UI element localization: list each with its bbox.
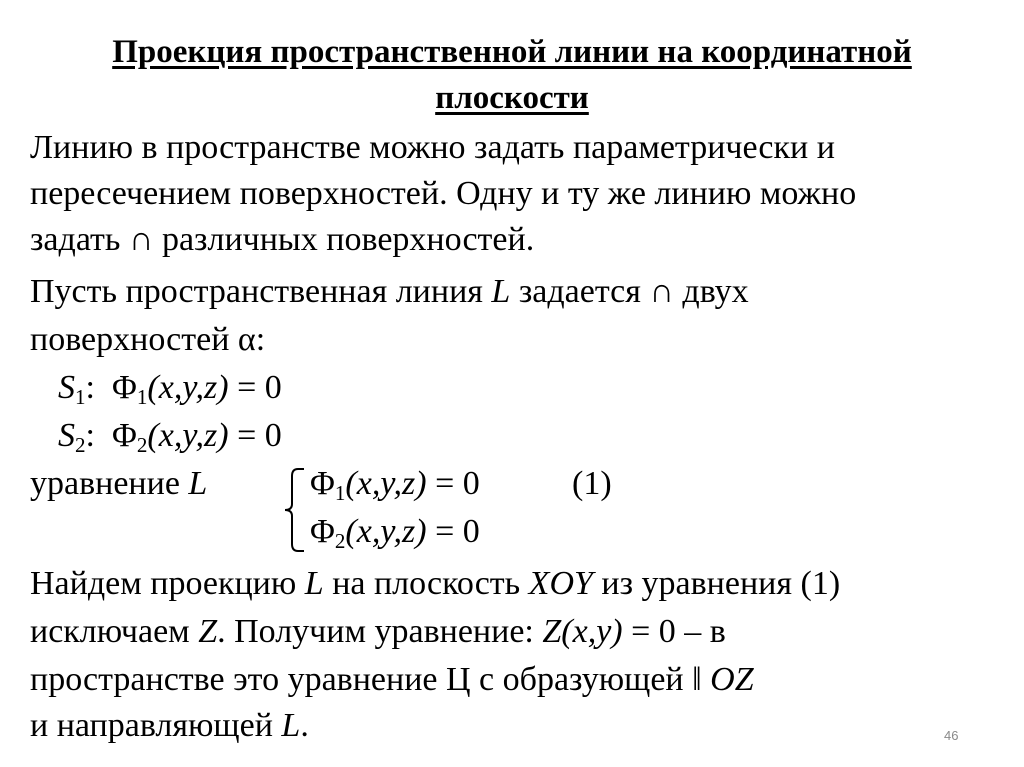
phi-symbol: Φ bbox=[310, 465, 335, 502]
arguments: (x,y,z) bbox=[345, 513, 427, 550]
text-span: . bbox=[300, 707, 309, 744]
variable-l: L bbox=[281, 707, 301, 744]
subscript: 2 bbox=[136, 432, 148, 457]
paragraph-2-line-2: поверхностей α: bbox=[30, 321, 266, 358]
phi-symbol: Φ bbox=[112, 417, 137, 454]
colon: : bbox=[85, 417, 95, 454]
slide-title-line-1: Проекция пространственной линии на координатной bbox=[112, 34, 912, 70]
text-span: пространстве это уравнение Ц с образующей ǁ bbox=[30, 661, 711, 698]
subscript: 2 bbox=[75, 432, 86, 457]
system-equation-2 bbox=[310, 510, 480, 554]
axis-name: OZ bbox=[710, 661, 754, 698]
text-span: . Получим уравнение: bbox=[217, 613, 543, 650]
slide-title-line-2: плоскости bbox=[435, 80, 589, 116]
subscript: 1 bbox=[136, 384, 148, 409]
paragraph-3-line-4 bbox=[30, 704, 309, 748]
variable-z: Z bbox=[198, 613, 218, 650]
system-brace-icon bbox=[282, 466, 308, 554]
surface-s1-equation bbox=[58, 366, 282, 410]
text-span: Пусть пространственная линия bbox=[30, 273, 492, 310]
equals-zero: = 0 bbox=[426, 465, 480, 502]
text-span: = 0 – в bbox=[622, 613, 726, 650]
phi-symbol: Φ bbox=[112, 369, 137, 406]
surface-s2-equation bbox=[58, 414, 282, 458]
system-equation-1 bbox=[310, 462, 480, 506]
text-span: исключаем bbox=[30, 613, 199, 650]
equation-number: (1) bbox=[572, 465, 612, 502]
arguments: (x,y) bbox=[561, 613, 623, 650]
page-number: 46 bbox=[944, 728, 959, 743]
system-label bbox=[30, 462, 207, 506]
variable-l: L bbox=[491, 273, 511, 310]
text-span: уравнение bbox=[30, 465, 189, 502]
paragraph-1-line-1: Линию в пространстве можно задать параметрически и bbox=[30, 129, 835, 166]
arguments: (x,y,z) bbox=[147, 369, 229, 406]
equals-zero: = 0 bbox=[426, 513, 480, 550]
paragraph-2-line-1 bbox=[30, 270, 749, 314]
subscript: 2 bbox=[334, 528, 346, 553]
surface-name: S bbox=[58, 417, 75, 454]
arguments: (x,y,z) bbox=[345, 465, 427, 502]
text-span: и направляющей bbox=[30, 707, 282, 744]
plane-name: XOY bbox=[528, 565, 593, 602]
arguments: (x,y,z) bbox=[147, 417, 229, 454]
colon: : bbox=[85, 369, 95, 406]
text-span: задается ∩ двух bbox=[510, 273, 749, 310]
function-z: Z bbox=[542, 613, 562, 650]
variable-l: L bbox=[188, 465, 208, 502]
paragraph-1-line-2: пересечением поверхностей. Одну и ту же линию можно bbox=[30, 175, 857, 212]
paragraph-3-line-3 bbox=[30, 658, 754, 702]
surface-name: S bbox=[58, 369, 75, 406]
phi-symbol: Φ bbox=[310, 513, 335, 550]
variable-l: L bbox=[304, 565, 324, 602]
subscript: 1 bbox=[75, 384, 86, 409]
text-span: из уравнения (1) bbox=[592, 565, 841, 602]
equals-zero: = 0 bbox=[228, 369, 282, 406]
text-span: Найдем проекцию bbox=[30, 565, 305, 602]
subscript: 1 bbox=[334, 480, 346, 505]
paragraph-3-line-1 bbox=[30, 562, 840, 606]
text-span: на плоскость bbox=[323, 565, 529, 602]
paragraph-1-line-3: задать ∩ различных поверхностей. bbox=[30, 221, 535, 258]
paragraph-3-line-2 bbox=[30, 610, 726, 654]
equals-zero: = 0 bbox=[228, 417, 282, 454]
